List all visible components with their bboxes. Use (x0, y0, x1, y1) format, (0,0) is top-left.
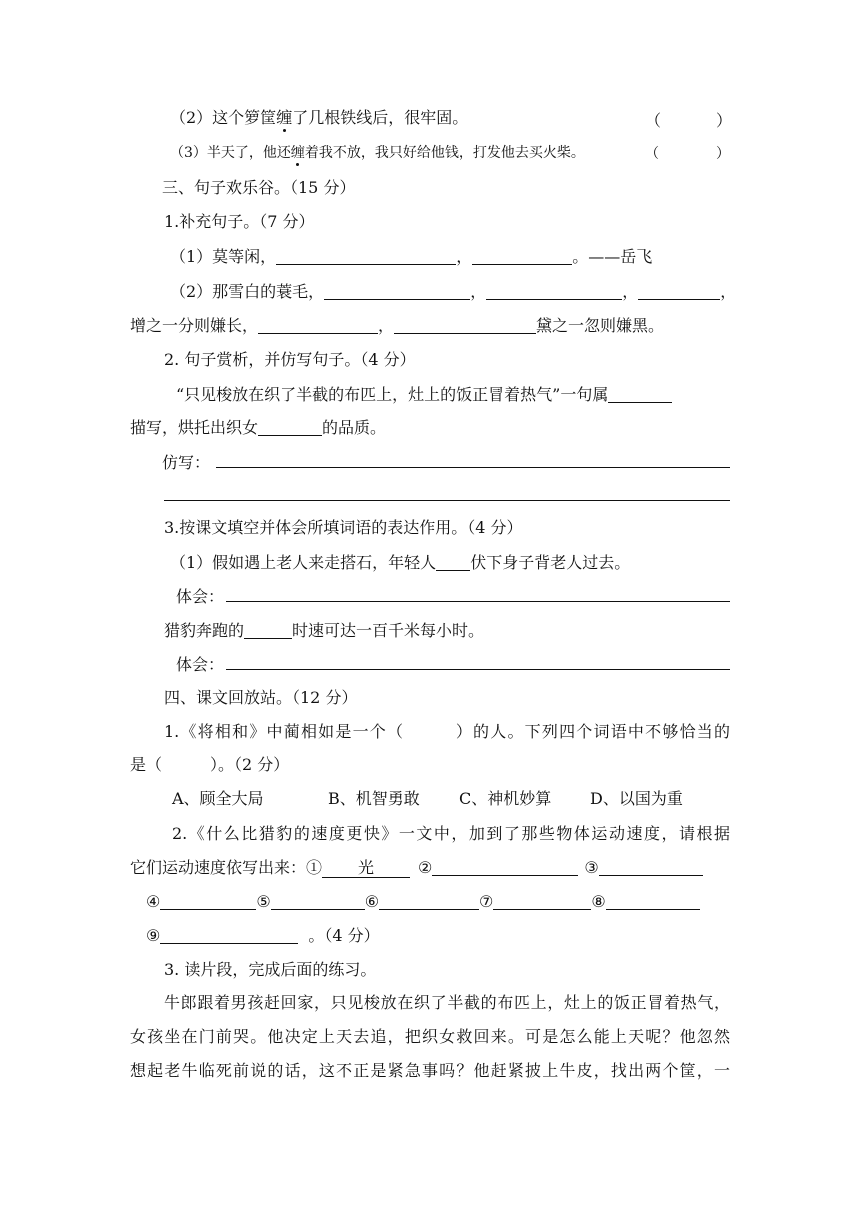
answer-line[interactable] (226, 669, 730, 670)
option-a: A、顾全大局 (172, 789, 264, 808)
blank[interactable] (606, 893, 700, 910)
s3-1-line2: （2）那雪白的蓑毛， ， ， ， (170, 282, 737, 301)
feel-label-1: 体会： (176, 587, 225, 606)
answer-paren-close: ） (716, 146, 730, 162)
blank[interactable] (324, 283, 470, 300)
answer-paren-open: （ (645, 146, 659, 162)
blank[interactable] (160, 927, 298, 944)
s3-3-line2: 猎豹奔跑的 时速可达一百千米每小时。 (164, 621, 485, 640)
blank[interactable] (244, 622, 292, 639)
blank[interactable] (258, 317, 378, 334)
s4-1-line1: 1.《将相和》中蔺相如是一个（ ）的人。下列四个词语中不够恰当的 (164, 722, 730, 741)
s3-1-title: 1.补充句子。（7 分） (164, 212, 315, 231)
blank[interactable] (436, 554, 470, 571)
s3-1-line1: （1）莫等闲， ， 。——岳飞 (170, 247, 653, 266)
feel-label-2: 体会： (176, 655, 225, 674)
blank[interactable] (432, 859, 578, 876)
answer-line[interactable] (216, 467, 730, 468)
blank[interactable] (472, 248, 572, 265)
option-b: B、机智勇敢 (328, 789, 420, 808)
option-c: C、神机妙算 (459, 789, 552, 808)
passage-line-2: 女孩坐在门前哭。他决定上天去追，把织女救回来。可是怎么能上天呢？他忽然 (130, 1027, 730, 1046)
s4-2-line3: ④ ⑤ ⑥ ⑦ ⑧ (146, 892, 700, 912)
blank-filled[interactable]: 光 (322, 859, 410, 878)
blank[interactable] (638, 283, 720, 300)
section-4-title: 四、课文回放站。（12 分） (164, 688, 358, 707)
s4-2-line4: ⑨ 。（4 分） (146, 926, 380, 945)
blank[interactable] (599, 859, 703, 876)
s3-2-line2: 描写，烘托出织女 的品质。 (130, 418, 387, 437)
s3-3-title: 3.按课文填空并体会所填词语的表达作用。（4 分） (164, 518, 523, 537)
blank[interactable] (271, 893, 365, 910)
blank[interactable] (258, 419, 322, 436)
q2-2-line: （2）这个箩筐缠了几根铁线后，很牢固。 (170, 108, 469, 127)
blank[interactable] (486, 283, 622, 300)
dotted-char: 缠 (276, 108, 293, 127)
blank[interactable] (276, 248, 456, 265)
passage-line-3: 想起老牛临死前说的话，这不正是紧急事吗？他赶紧披上牛皮，找出两个筐，一 (130, 1061, 730, 1080)
q2-3-line: （3）半天了，他还缠着我不放，我只好给他钱，打发他去买火柴。 (170, 145, 585, 161)
passage-line-1: 牛郎跟着男孩赶回家，只见梭放在织了半截的布匹上，灶上的饭正冒着热气， (164, 993, 730, 1012)
answer-line[interactable] (164, 500, 730, 501)
answer-paren-close: ） (716, 111, 733, 130)
s3-2-title: 2. 句子赏析，并仿写句子。（4 分） (164, 350, 416, 369)
blank[interactable] (394, 317, 536, 334)
s4-2-line2: 它们运动速度依写出来：① 光 ② ③ (130, 858, 703, 878)
blank[interactable] (160, 893, 256, 910)
section-3-title: 三、句子欢乐谷。（15 分） (162, 178, 356, 197)
imitate-label: 仿写： (162, 453, 211, 472)
answer-line[interactable] (226, 601, 730, 602)
dotted-char: 缠 (290, 145, 305, 161)
s4-2-line1: 2.《什么比猎豹的速度更快》一文中，加到了那些物体运动速度，请根据 (172, 824, 730, 843)
s4-1-line2: 是（ ）。（2 分） (130, 755, 290, 774)
s4-3-title: 3. 读片段，完成后面的练习。 (164, 960, 377, 979)
blank[interactable] (608, 386, 672, 403)
s3-3-line1: （1）假如遇上老人来走搭石，年轻人 伏下身子背老人过去。 (170, 553, 631, 572)
s3-1-line3: 增之一分则嫌长， ， 黛之一忽则嫌黑。 (130, 316, 665, 335)
s3-2-line1: “只见梭放在织了半截的布匹上，灶上的饭正冒着热气”一句属 (176, 385, 672, 405)
option-d: D、以国为重 (590, 789, 683, 808)
blank[interactable] (493, 893, 591, 910)
blank[interactable] (379, 893, 479, 910)
answer-paren-open: （ (645, 111, 662, 130)
